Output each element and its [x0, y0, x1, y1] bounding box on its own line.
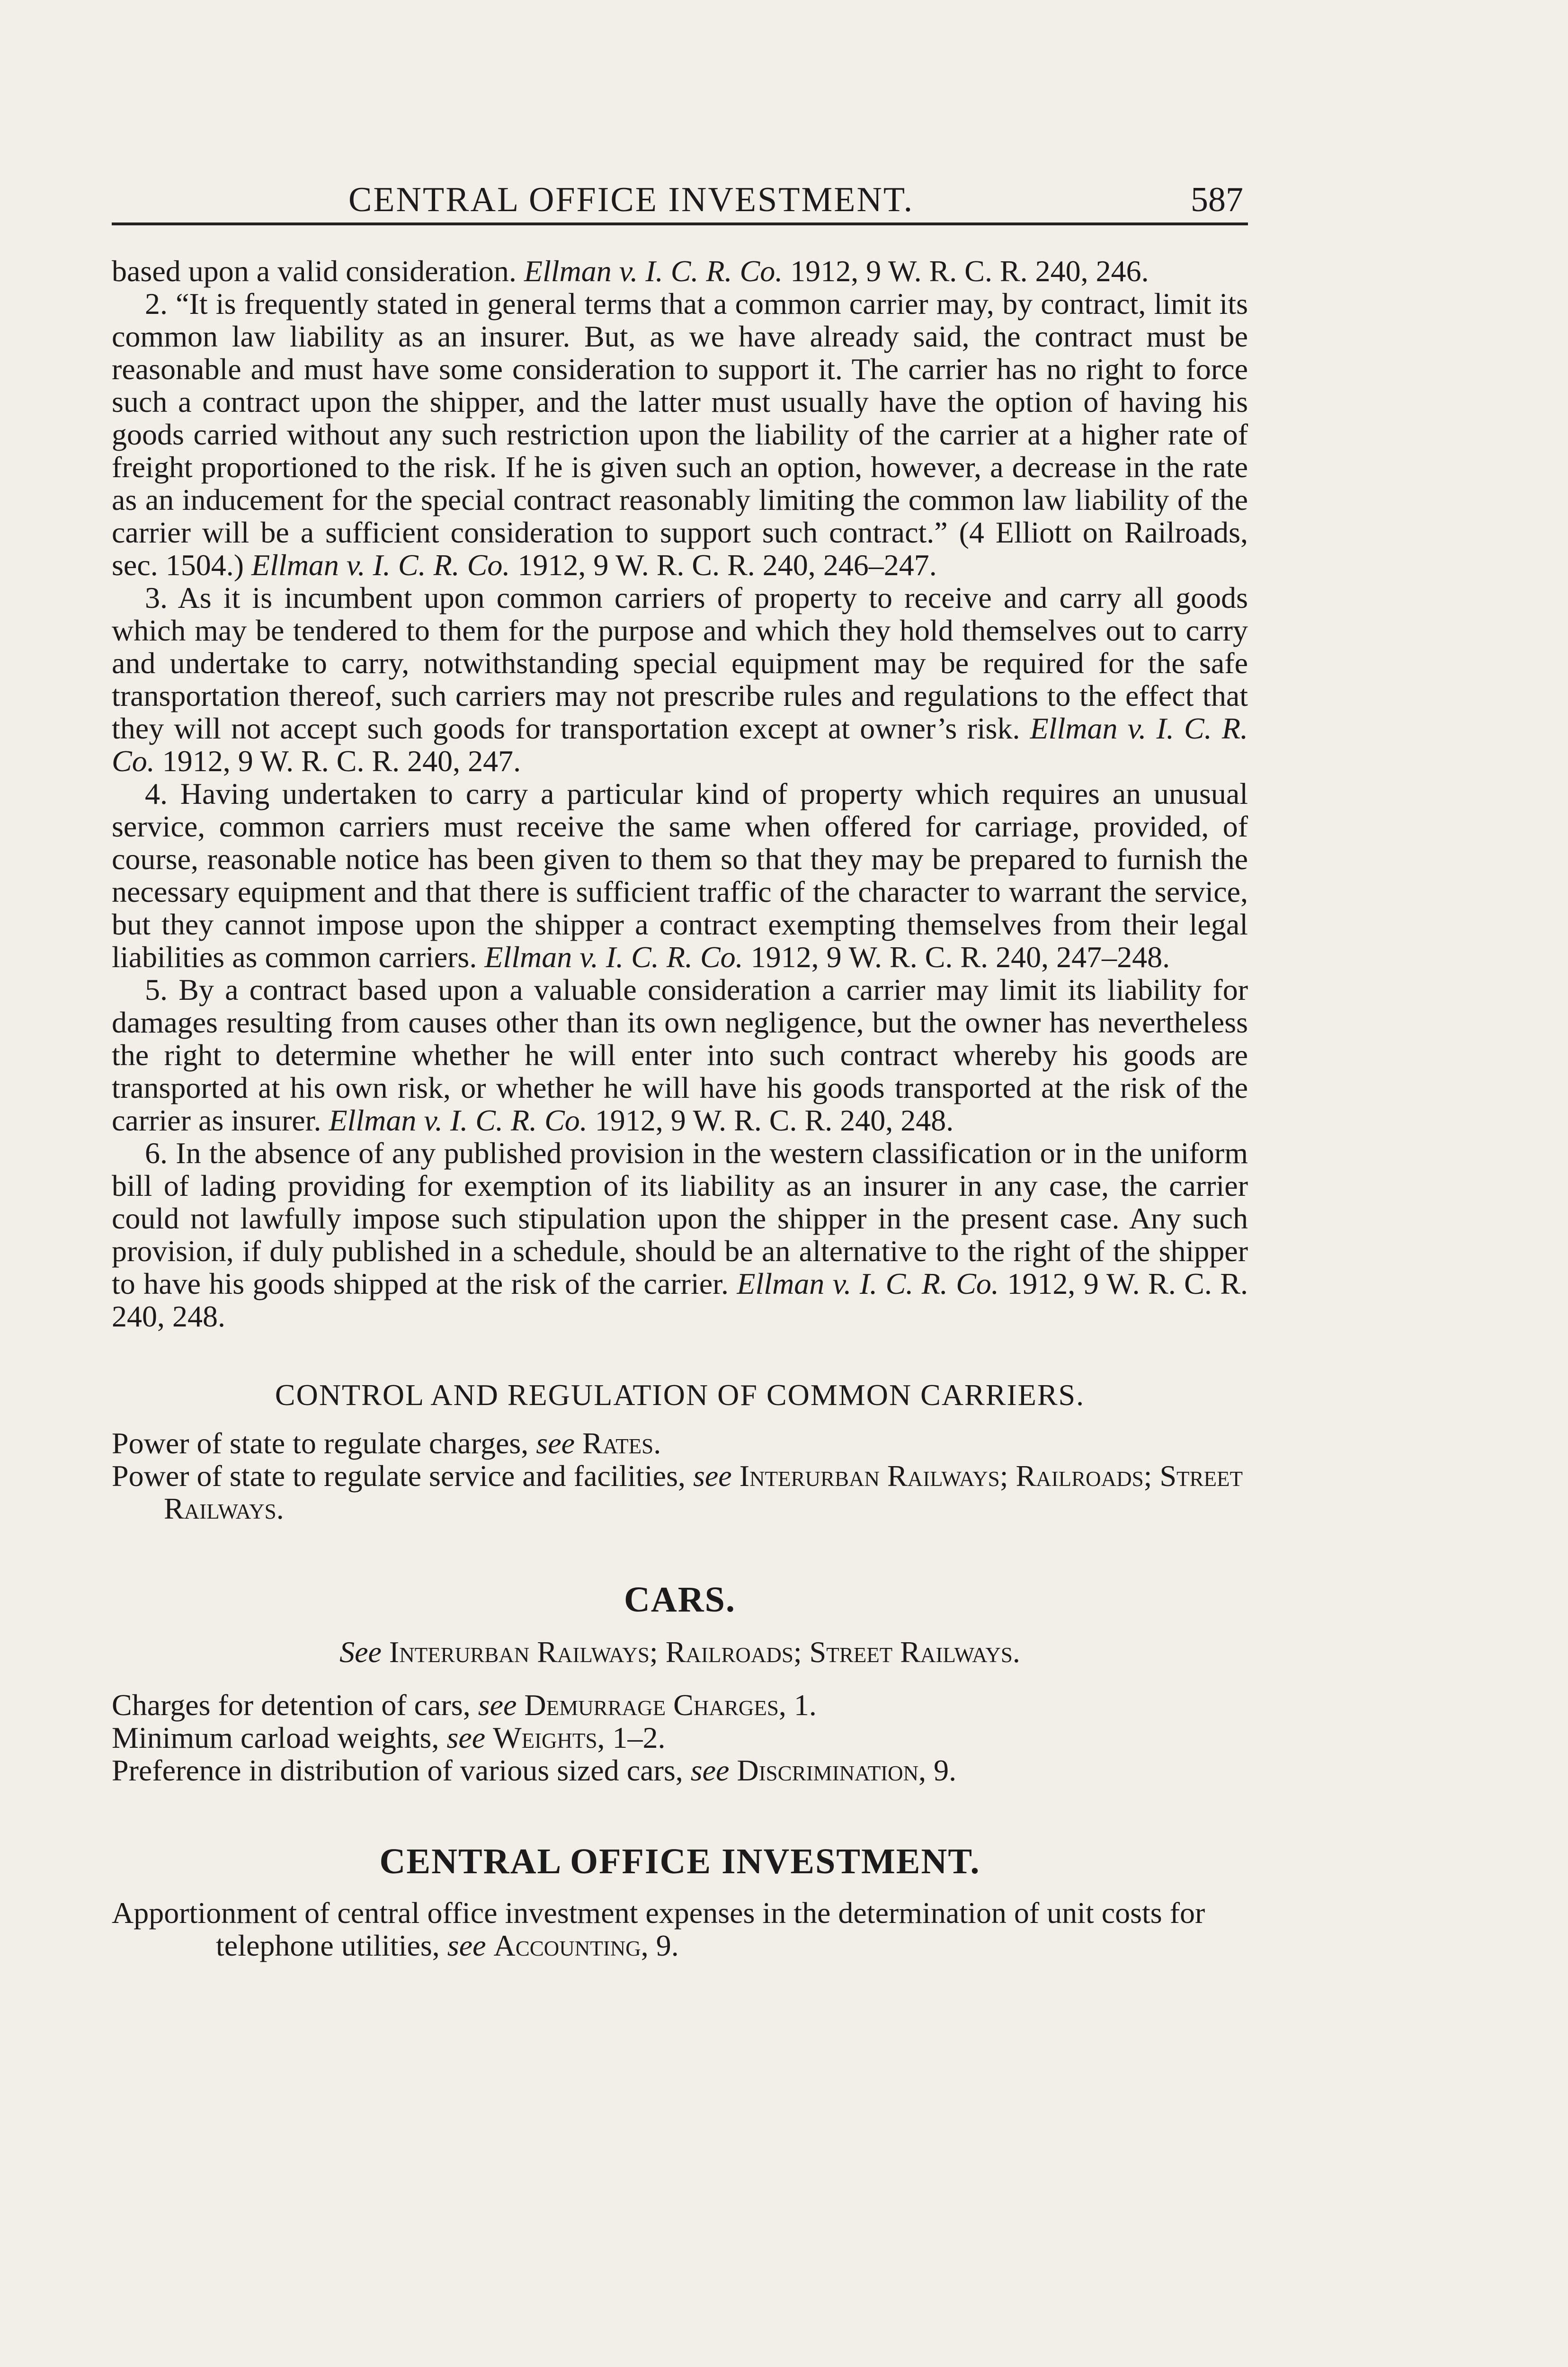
see-word: see — [478, 1688, 517, 1722]
index-entry — [112, 1896, 1248, 1962]
cross-reference: Interurban Railways; Railroads; Street Railways. — [164, 1459, 1243, 1525]
paragraph-3 — [112, 581, 1248, 777]
case-citation: Ellman v. I. C. R. Co. — [112, 712, 1248, 778]
cross-reference: Accounting, 9. — [493, 1929, 679, 1962]
body-text — [112, 255, 1248, 1333]
paragraph-text: 6. In the absence of any published provision in the western classification or in the uniform bill of lading providing for exemption of its liability as an insurer in any case, the carrier could not lawfully impose such stipulation upon the shipper in the present case. Any such provision, if duly published in a schedule, should be an alternative to the right of the shipper to have his goods shipped at the risk of the carrier. — [112, 1136, 1248, 1300]
running-head — [112, 180, 1248, 225]
citation-reference: 1912, 9 W. R. C. R. 240, 246. — [783, 254, 1149, 288]
see-word: see — [446, 1721, 486, 1754]
section-heading-cars: CARS. — [624, 1580, 736, 1620]
paragraph-text: 4. Having undertaken to carry a particular kind of property which requires an unusual service, common carriers must receive the same when offered for carriage, provided, of course, reasonable notice has been given to them so that they may be prepared to furnish the necessary equipment and that there is sufficient traffic of the character to warrant the service, but they cannot impose upon the shipper a contract exempting themselves from their legal liabilities as common carriers. — [112, 777, 1248, 974]
page-number: 587 — [1191, 180, 1243, 219]
citation-reference: 1912, 9 W. R. C. R. 240, 247. — [154, 744, 521, 778]
entry-text: Charges for detention of cars, — [112, 1688, 478, 1722]
cross-reference: Discrimination, 9. — [737, 1753, 957, 1787]
index-entry — [112, 1721, 1248, 1754]
paragraph-2 — [112, 287, 1248, 581]
see-word: see — [693, 1459, 732, 1493]
entry-text: Preference in distribution of various sized cars, — [112, 1753, 691, 1787]
index-entry — [112, 1459, 1248, 1525]
paragraph-1 — [112, 255, 1248, 287]
index-entry — [112, 1754, 1248, 1787]
see-word: see — [536, 1426, 575, 1460]
case-citation: Ellman v. I. C. R. Co. — [524, 254, 783, 288]
see-word: See — [339, 1635, 382, 1669]
entry-text: Minimum carload weights, — [112, 1721, 447, 1754]
paragraph-text: 3. As it is incumbent upon common carriers of property to receive and carry all goods which may be tendered to them for the purpose and which they hold themselves out to carry and undertake to carry, notwithstanding special equipment may be required for the safe transportation thereof, such carriers may not prescribe rules and regulations to the effect that they will not accept such goods for transportation except at owner’s risk. — [112, 581, 1248, 745]
entry-text: Power of state to regulate charges, — [112, 1426, 536, 1460]
page — [112, 180, 1248, 1962]
cross-reference: Weights, 1–2. — [493, 1721, 666, 1754]
paragraph-4 — [112, 777, 1248, 973]
cross-reference: Demurrage Charges, 1. — [524, 1688, 817, 1722]
case-citation: Ellman v. I. C. R. Co. — [737, 1267, 999, 1300]
paragraph-text: 2. “It is frequently stated in general terms that a common carrier may, by contract, limit its common law liability as an insurer. But, as we have already said, the contract must be reasonable and must have some consideration to support it. The carrier has no right to force such a contract upon the shipper, and the latter must usually have the option of having his goods carried without any such restriction upon the liability of the carrier at a higher rate of freight proportioned to the risk. If he is given such an option, however, a decrease in the rate as an inducement for the special contract reasonably limiting the common law liability of the carrier will be a sufficient consideration to support such contract.” (4 Elliott on Railroads, sec. 1504.) — [112, 287, 1248, 582]
citation-reference: 1912, 9 W. R. C. R. 240, 247–248. — [743, 940, 1170, 974]
cross-reference: Rates. — [582, 1426, 661, 1460]
section-heading-control: CONTROL AND REGULATION OF COMMON CARRIERS. — [275, 1378, 1085, 1412]
case-citation: Ellman v. I. C. R. Co. — [251, 548, 510, 582]
case-citation: Ellman v. I. C. R. Co. — [329, 1103, 588, 1137]
see-word: see — [447, 1929, 486, 1962]
see-also-line — [112, 1635, 1248, 1670]
see-word: see — [690, 1753, 730, 1787]
cross-reference: Interurban Railways; Railroads; Street Railways. — [389, 1635, 1020, 1669]
citation-reference: 1912, 9 W. R. C. R. 240, 246–247. — [510, 548, 937, 582]
paragraph-text: 5. By a contract based upon a valuable consideration a carrier may limit its liability for damages resulting from causes other than its own negligence, but the owner has nevertheless the right to determine whether he will enter into such contract whereby his goods are transported at his own risk, or whether he will have his goods transported at the risk of the carrier as insurer. — [112, 973, 1248, 1137]
paragraph-6 — [112, 1137, 1248, 1333]
citation-reference: 1912, 9 W. R. C. R. 240, 248. — [112, 1267, 1248, 1333]
citation-reference: 1912, 9 W. R. C. R. 240, 248. — [587, 1103, 954, 1137]
paragraph-text: based upon a valid consideration. — [112, 254, 524, 288]
section-heading-central-office: CENTRAL OFFICE INVESTMENT. — [379, 1842, 980, 1881]
entry-text: Power of state to regulate service and facilities, — [112, 1459, 693, 1493]
index-entry — [112, 1427, 1248, 1459]
entry-text: Apportionment of central office investment expenses in the determination of unit costs for telephone utilities, — [112, 1896, 1205, 1962]
index-entry — [112, 1689, 1248, 1721]
case-citation: Ellman v. I. C. R. Co. — [484, 940, 743, 974]
paragraph-5 — [112, 973, 1248, 1137]
running-title: CENTRAL OFFICE INVESTMENT. — [348, 180, 914, 219]
